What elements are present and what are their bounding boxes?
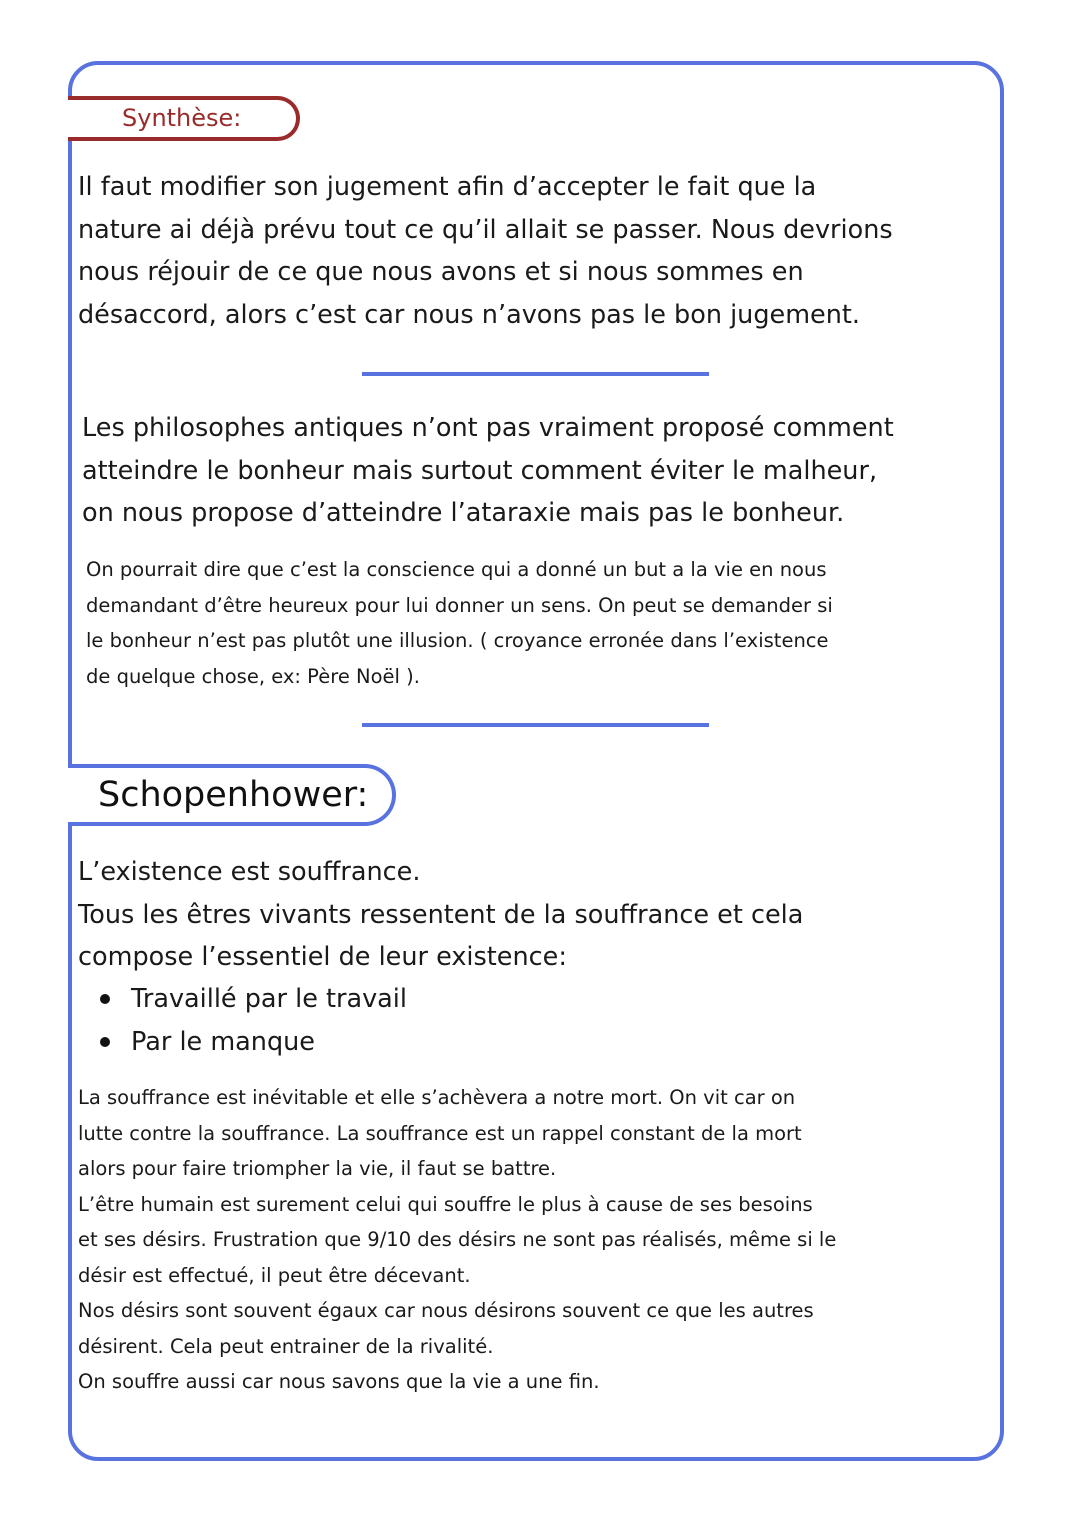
- bullet-dot-icon: [100, 1037, 110, 1047]
- text-line: L’existence est souffrance.: [78, 857, 421, 887]
- text-line: et ses désirs. Frustration que 9/10 des désirs ne sont pas réalisés, même si le: [78, 1228, 837, 1251]
- section-divider: [362, 372, 709, 376]
- text-line: désir est effectué, il peut être décevant.: [78, 1263, 471, 1287]
- schopenhower-intro: [78, 851, 998, 979]
- text-line: La souffrance est inévitable et elle s’achèvera a notre mort. On vit car on: [78, 1086, 796, 1109]
- text-line: alors pour faire triompher la vie, il faut se battre.: [78, 1157, 557, 1180]
- synthese-paragraph: [78, 166, 998, 336]
- text-line: compose l’essentiel de leur existence:: [78, 942, 567, 972]
- text-line: On souffre aussi car nous savons que la vie a une fin.: [78, 1370, 600, 1393]
- section-divider: [362, 723, 709, 727]
- list-item-text: Par le manque: [131, 1026, 315, 1057]
- text-line: L’être humain est surement celui qui souffre le plus à cause de ses besoins: [78, 1192, 813, 1216]
- schopenhower-heading: [68, 764, 396, 826]
- list-item: [100, 978, 407, 1021]
- text-line: atteindre le bonheur mais surtout comment éviter le malheur,: [82, 455, 878, 486]
- text-line: nature ai déjà prévu tout ce qu’il allait se passer. Nous devrions: [78, 214, 893, 245]
- schopenhower-body: [78, 1080, 998, 1400]
- antiquity-note: [86, 552, 996, 694]
- list-item: [100, 1021, 407, 1064]
- suffering-causes-list: [100, 978, 407, 1063]
- text-line: de quelque chose, ex: Père Noël ).: [86, 664, 420, 688]
- text-line: le bonheur n’est pas plutôt une illusion. ( croyance erronée dans l’existence: [86, 629, 829, 652]
- text-line: demandant d’être heureux pour lui donner un sens. On peut se demander si: [86, 593, 833, 617]
- text-line: on nous propose d’atteindre l’ataraxie mais pas le bonheur.: [82, 498, 845, 528]
- synthese-heading: [68, 96, 300, 141]
- text-line: lutte contre la souffrance. La souffrance est un rappel constant de la mort: [78, 1121, 802, 1145]
- text-line: nous réjouir de ce que nous avons et si nous sommes en: [78, 257, 804, 287]
- text-line: désirent. Cela peut entrainer de la rivalité.: [78, 1334, 494, 1358]
- text-line: On pourrait dire que c’est la conscience qui a donné un but a la vie en nous: [86, 558, 827, 581]
- list-item-text: Travaillé par le travail: [131, 984, 407, 1014]
- antiquity-paragraph: [82, 407, 1002, 535]
- text-line: désaccord, alors c’est car nous n’avons pas le bon jugement.: [78, 299, 860, 330]
- text-line: Tous les êtres vivants ressentent de la souffrance et cela: [78, 899, 804, 930]
- schopenhower-heading-label: Schopenhower:: [98, 775, 369, 815]
- synthese-heading-label: Synthèse:: [122, 104, 242, 132]
- text-line: Il faut modifier son jugement afin d’accepter le fait que la: [78, 172, 817, 202]
- text-line: Les philosophes antiques n’ont pas vraiment proposé comment: [82, 413, 894, 443]
- bullet-dot-icon: [100, 994, 110, 1004]
- text-line: Nos désirs sont souvent égaux car nous désirons souvent ce que les autres: [78, 1299, 814, 1322]
